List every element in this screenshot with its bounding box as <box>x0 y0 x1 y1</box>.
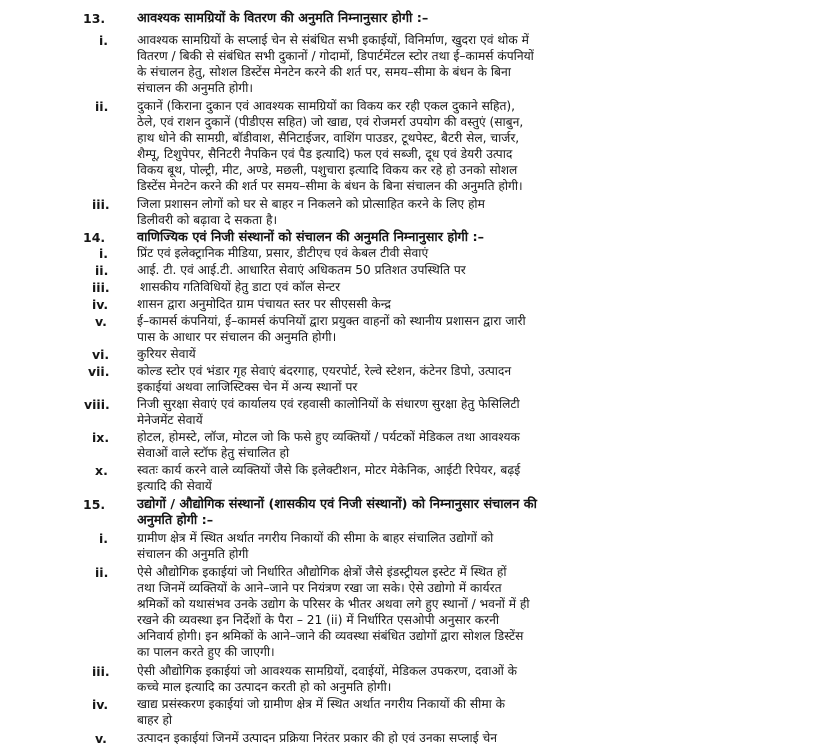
section-13-number: 13. <box>83 11 106 26</box>
s15-item-i-number: i. <box>99 531 109 546</box>
s13-item-ii-line-4: शैम्पू, टिशुपेपर, सैनिटरी नैपकिन एवं पैड इत्यादि) फल एवं सब्जी, दूध एवं डेयरी उत्पाद <box>137 147 513 161</box>
s13-item-ii-line-5: विकय बूथ, पोल्ट्री, मीट, अण्डे, मछली, पशुचारा इत्यादि विकय कर रहे हो उनको सोशल <box>137 163 518 177</box>
s15-item-i-line-2: संचालन की अनुमति होगी <box>137 547 249 561</box>
s13-item-i-line-1: आवश्यक सामग्रियों के सप्लाई चेन से संबंधित सभी इकाईयों, विनिर्माण, खुदरा एवं थोक में <box>137 33 529 47</box>
s14-item-i-number: i. <box>99 246 109 261</box>
section-14-number: 14. <box>83 230 106 245</box>
s13-item-iii-line-1: जिला प्रशासन लोगों को घर से बाहर न निकलने को प्रोत्साहित करने के लिए होम <box>137 197 485 211</box>
s13-item-i-line-3: के संचालन हेतु, सोशल डिस्टेंस मेनटेन करने की शर्त पर, समय–सीमा के बंधन के बिना <box>137 65 511 79</box>
section-15-title-line-2: अनुमति होगी :– <box>137 513 214 528</box>
s14-item-ii-line-1: आई. टी. एवं आई.टी. आधारित सेवाएं अधिकतम 50 प्रतिशत उपस्थिति पर <box>137 263 466 277</box>
s15-item-v-line-1: उत्पादन इकाईयां जिनमें उत्पादन प्रक्रिया निरंतर प्रकार की हो एवं उनका सप्लाई चेन <box>137 731 497 745</box>
s13-item-i-number: i. <box>99 33 109 48</box>
s14-item-ix-number: ix. <box>92 430 110 445</box>
s14-item-v-line-1: ई–कामर्स कंपनियां, ई–कामर्स कंपनियों द्वारा प्रयुक्त वाहनों को स्थानीय प्रशासन द्वारा जारी <box>137 314 526 328</box>
s15-item-ii-line-6: का पालन करते हुए की जाएगी। <box>137 645 275 659</box>
s13-item-ii-line-3: हाथ धोने की सामग्री, बॉडीवाश, सैनिटाईजर, वाशिंग पाउडर, टूथपेस्ट, बैटरी सेल, चार्जर, <box>137 131 520 145</box>
s15-item-ii-line-4: रखने की व्यवस्था इन निर्देशों के पैरा – 21 (ii) में निर्धारित एसओपी अनुसार करनी <box>137 613 500 627</box>
section-15-title-line-1: उद्योगों / औद्योगिक संस्थानों (शासकीय एवं निजी संस्थानों) को निम्नानुसार संचालन की <box>137 497 537 512</box>
s14-item-vi-line-1: कुरियर सेवायें <box>137 347 196 361</box>
s15-item-iii-line-2: कच्चे माल इत्यादि का उत्पादन करती हो को अनुमति होगी। <box>137 680 392 694</box>
s14-item-v-number: v. <box>95 314 107 329</box>
s14-item-x-line-2: इत्यादि की सेवायें <box>137 479 212 493</box>
s14-item-vii-line-2: इकाईयां अथवा लाजिस्टिक्स चेन में अन्य स्थानों पर <box>137 380 358 394</box>
s14-item-viii-number: viii. <box>84 397 110 412</box>
s15-item-ii-number: ii. <box>95 565 109 580</box>
s14-item-vii-line-1: कोल्ड स्टोर एवं भंडार गृह सेवाएं बंदरगाह, एयरपोर्ट, रेल्वे स्टेशन, कंटेनर डिपो, उत्पादन <box>137 364 512 378</box>
s15-item-iv-line-1: खाद्य प्रसंस्करण इकाईयां जो ग्रामीण क्षेत्र में स्थित अर्थात नगरीय निकायों की सीमा के <box>137 697 505 711</box>
s15-item-iv-number: iv. <box>92 697 109 712</box>
s15-item-ii-line-3: श्रमिकों को यथासंभव उनके उद्योग के परिसर के भीतर अथवा लगे हुए स्थानों / भवनों में ही <box>137 597 530 611</box>
s13-item-i-line-2: वितरण / बिकी से संबंधित सभी दुकानों / गोदामों, डिपार्टमेंटल स्टोर तथा ई–कामर्स कंपनियों <box>137 49 534 63</box>
s13-item-iii-number: iii. <box>92 197 110 212</box>
section-14-title: वाणिज्यिक एवं निजी संस्थानों को संचालन की अनुमति निम्नानुसार होगी :– <box>137 230 485 245</box>
section-15-number: 15. <box>83 497 106 512</box>
s13-item-ii-line-6: डिस्टेंस मेनटेन करने की शर्त पर समय–सीमा के बंधन के बिना संचालन की अनुमति होगी। <box>137 179 523 193</box>
s14-item-ix-line-2: सेवाओं वाले स्टॉफ हेतु संचालित हो <box>137 446 290 460</box>
s13-item-ii-line-1: दुकानें (किराना दुकान एवं आवश्यक सामग्रियों का विकय कर रही एकल दुकाने सहित), <box>137 99 516 113</box>
s14-item-iii-line-1: शासकीय गतिविधियों हेतु डाटा एवं कॉल सेन्टर <box>140 280 341 294</box>
s15-item-iii-line-1: ऐसी औद्योगिक इकाईयां जो आवश्यक सामग्रियों, दवाईयों, मेडिकल उपकरण, दवाओं के <box>137 664 518 678</box>
s14-item-i-line-1: प्रिंट एवं इलेक्ट्रानिक मीडिया, प्रसार, डीटीएच एवं केबल टीवी सेवाएं <box>137 246 429 260</box>
s13-item-ii-number: ii. <box>95 99 109 114</box>
s14-item-ii-number: ii. <box>95 263 109 278</box>
s15-item-ii-line-5: अनिवार्य होगी। इन श्रमिकों के आने–जाने की व्यवस्था संबंधित उद्योगों द्वारा सोशल डिस्टेंस <box>137 629 524 643</box>
s14-item-iii-number: iii. <box>92 280 110 295</box>
s15-item-iv-line-2: बाहर हो <box>137 713 173 727</box>
s14-item-v-line-2: पास के आधार पर संचालन की अनुमति होगी। <box>137 330 337 344</box>
s15-item-iii-number: iii. <box>92 664 110 679</box>
s14-item-viii-line-2: मेनेजमेंट सेवायें <box>137 413 203 427</box>
s13-item-ii-line-2: ठेले, एवं राशन दुकानें (पीडीएस सहित) जो खाद्य, एवं रोजमर्रा उपयोग की वस्तुएं (साबुन, <box>137 115 524 129</box>
s13-item-i-line-4: संचालन की अनुमति होगी। <box>137 81 254 95</box>
s14-item-x-number: x. <box>95 463 108 478</box>
s15-item-i-line-1: ग्रामीण क्षेत्र में स्थित अर्थात नगरीय निकायों की सीमा के बाहर संचालित उद्योगों को <box>137 531 494 545</box>
s14-item-viii-line-1: निजी सुरक्षा सेवाएं एवं कार्यालय एवं रहवासी कालोनियों के संधारण सुरक्षा हेतु फेसिलिटी <box>137 397 520 411</box>
s14-item-iv-number: iv. <box>92 297 109 312</box>
s15-item-v-number: v. <box>95 731 107 746</box>
s14-item-vii-number: vii. <box>88 364 110 379</box>
s13-item-iii-line-2: डिलीवरी को बढ़ावा दे सकता है। <box>137 213 278 227</box>
section-13-title: आवश्यक सामग्रियों के वितरण की अनुमति निम्नानुसार होगी :– <box>137 11 429 26</box>
s14-item-iv-line-1: शासन द्वारा अनुमोदित ग्राम पंचायत स्तर पर सीएससी केन्द्र <box>137 297 391 311</box>
s15-item-ii-line-1: ऐसे औद्योगिक इकाईयां जो निर्धारित औद्योगिक क्षेत्रों जैसे इंडस्ट्रीयल इस्टेट में स्थित हों <box>137 565 507 579</box>
s15-item-ii-line-2: तथा जिनमें व्यक्तियों के आने–जाने पर नियंत्रण रखा जा सके। ऐसे उद्योगो में कार्यरत <box>137 581 502 595</box>
s14-item-x-line-1: स्वतः कार्य करने वाले व्यक्तियों जैसे कि इलेक्टीशन, मोटर मेकेनिक, आईटी रिपेयर, बढ़ई <box>137 463 521 477</box>
s14-item-ix-line-1: होटल, होमस्टे, लॉज, मोटल जो कि फसे हुए व्यक्तियों / पर्यटकों मेडिकल तथा आवश्यक <box>137 430 520 444</box>
s14-item-vi-number: vi. <box>92 347 110 362</box>
